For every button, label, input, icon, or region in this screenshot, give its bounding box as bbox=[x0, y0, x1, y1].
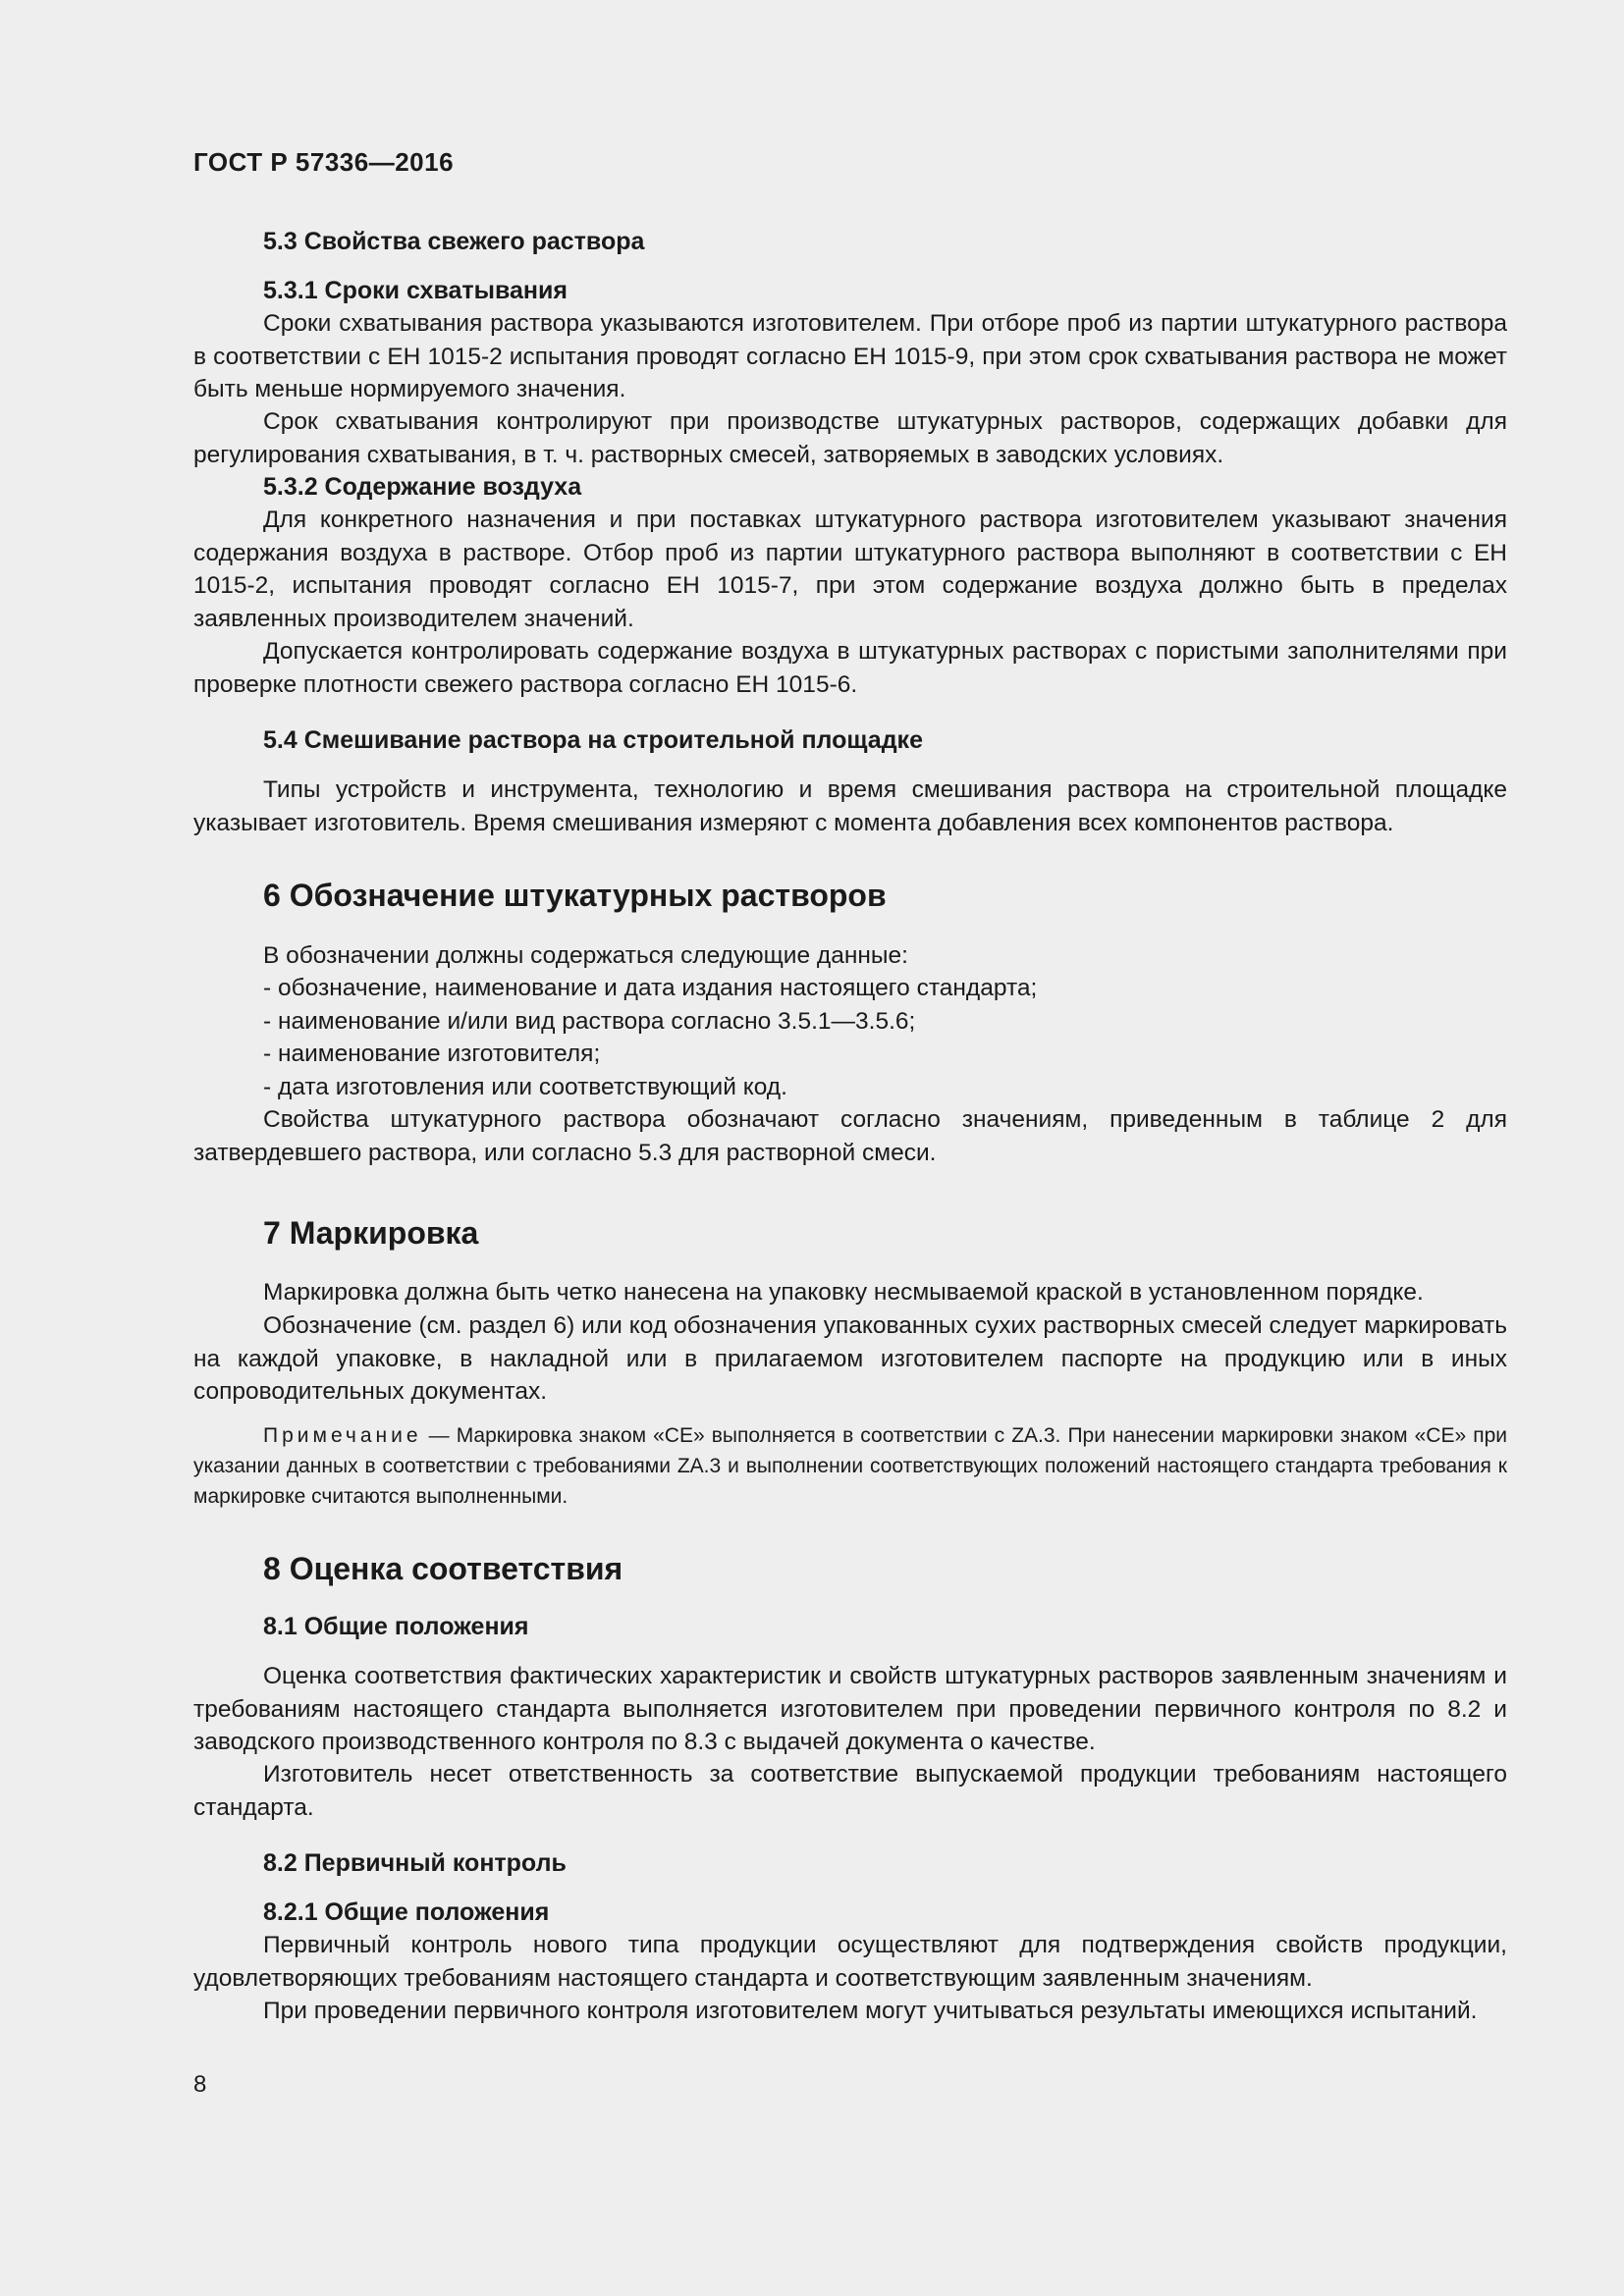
section-5-3-2-title: 5.3.2 Содержание воздуха bbox=[263, 473, 582, 501]
list-item: - дата изготовления или соответствующий код. bbox=[263, 1073, 787, 1100]
paragraph: Изготовитель несет ответственность за соответствие выпускаемой продукции требованиям настоящего стандарта. bbox=[193, 1761, 1507, 1821]
section-5-4-title: 5.4 Смешивание раствора на строительной площадке bbox=[263, 726, 923, 754]
paragraph: Обозначение (см. раздел 6) или код обозначения упакованных сухих растворных смесей следует маркировать на каждой упаковке, в накладной или в прилагаемом изготовителем паспорте на продукцию или в иных сопроводительных документах. bbox=[193, 1312, 1507, 1405]
note-label: Примечание bbox=[263, 1424, 422, 1447]
note bbox=[193, 1420, 1507, 1512]
section-5-3-title: 5.3 Свойства свежего раствора bbox=[263, 228, 645, 255]
list-item: - наименование изготовителя; bbox=[263, 1041, 601, 1067]
page-number: 8 bbox=[193, 2071, 207, 2098]
paragraph: Оценка соответствия фактических характеристик и свойств штукатурных растворов заявленным значениям и требованиям настоящего стандарта выполняется изготовителем при проведении первичного контроля по 8.2 и заводского производственного контроля по 8.3 с выдачей документа о качестве. bbox=[193, 1663, 1507, 1755]
paragraph: Для конкретного назначения и при поставках штукатурного раствора изготовителем указывают значения содержания воздуха в растворе. Отбор проб из партии штукатурного раствора выполняют в соответствии с ЕН 1015-2, испытания проводят согласно ЕН 1015-7, при этом содержание воздуха должно быть в пределах заявленных производителем значений. bbox=[193, 507, 1507, 632]
list-item: - наименование и/или вид раствора согласно 3.5.1—3.5.6; bbox=[263, 1007, 916, 1035]
paragraph: Маркировка должна быть четко нанесена на упаковку несмываемой краской в установленном порядке. bbox=[263, 1279, 1424, 1306]
paragraph: Типы устройств и инструмента, технологию и время смешивания раствора на строительной площадке указывает изготовитель. Время смешивания измеряют с момента добавления всех компонентов раствора. bbox=[193, 776, 1507, 836]
designation-list bbox=[263, 972, 1037, 1103]
section-8-1-title: 8.1 Общие положения bbox=[263, 1613, 529, 1640]
paragraph: Срок схватывания контролируют при производстве штукатурных растворов, содержащих добавки для регулирования схватывания, в т. ч. растворных смесей, затворяемых в заводских условиях. bbox=[193, 408, 1507, 468]
document-id: ГОСТ Р 57336—2016 bbox=[193, 147, 455, 177]
paragraph: Допускается контролировать содержание воздуха в штукатурных растворах с пористыми заполнителями при проверке плотности свежего раствора согласно ЕН 1015-6. bbox=[193, 638, 1507, 698]
paragraph: Сроки схватывания раствора указываются изготовителем. При отборе проб из партии штукатурного раствора в соответствии с ЕН 1015-2 испытания проводят согласно ЕН 1015-9, при этом срок схватывания раствора не может быть меньше нормируемого значения. bbox=[193, 310, 1507, 402]
section-6-title: 6 Обозначение штукатурных растворов bbox=[263, 878, 887, 913]
paragraph: В обозначении должны содержаться следующие данные: bbox=[263, 942, 908, 969]
paragraph: Свойства штукатурного раствора обозначают согласно значениям, приведенным в таблице 2 для затвердевшего раствора, или согласно 5.3 для растворной смеси. bbox=[193, 1106, 1507, 1166]
paragraph: При проведении первичного контроля изготовителем могут учитываться результаты имеющихся испытаний. bbox=[263, 1998, 1478, 2024]
section-8-2-1-title: 8.2.1 Общие положения bbox=[263, 1898, 550, 1926]
list-item: - обозначение, наименование и дата издания настоящего стандарта; bbox=[263, 975, 1038, 1001]
note-text: — Маркировка знаком «СЕ» выполняется в соответствии с ZA.3. При нанесении маркировки знаком «СЕ» при указании данных в соответствии с требованиями ZA.3 и выполнении соответствующих положений настоящего стандарта требования к маркировке считаются выполненными. bbox=[193, 1424, 1507, 1508]
section-8-2-title: 8.2 Первичный контроль bbox=[263, 1849, 567, 1877]
section-5-3-1-title: 5.3.1 Сроки схватывания bbox=[263, 277, 568, 304]
section-7-title: 7 Маркировка bbox=[263, 1215, 479, 1251]
section-8-title: 8 Оценка соответствия bbox=[263, 1551, 623, 1586]
paragraph: Первичный контроль нового типа продукции осуществляют для подтверждения свойств продукции, удовлетворяющих требованиям настоящего стандарта и соответствующим заявленным значениям. bbox=[193, 1932, 1507, 1992]
